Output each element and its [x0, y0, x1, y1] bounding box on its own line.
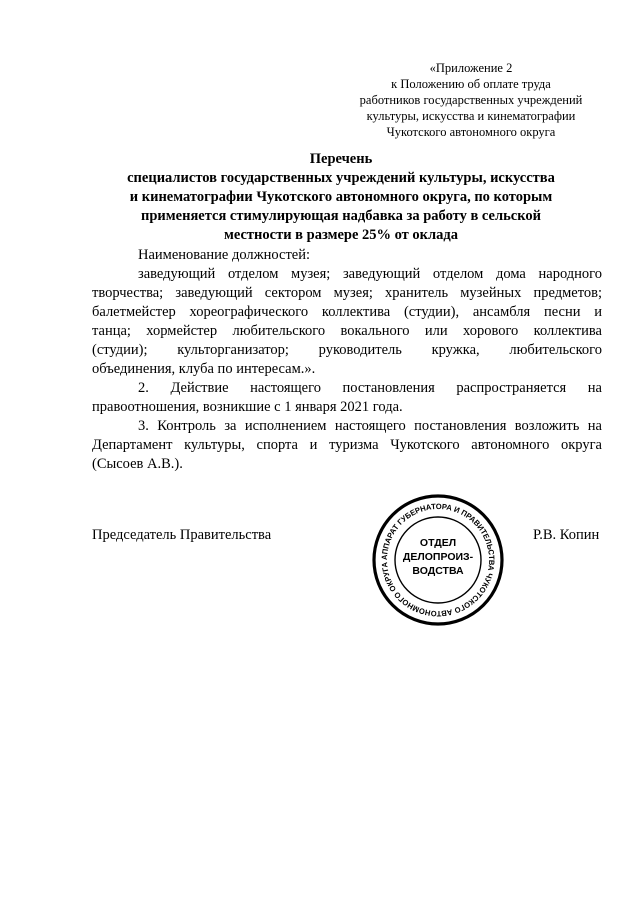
positions-heading: Наименование должностей: — [138, 247, 311, 263]
positions-list — [92, 265, 602, 379]
title-line: специалистов государственных учреждений культуры, искусства — [127, 170, 555, 186]
body-line: 2. Действие настоящего постановления распространяется на — [138, 380, 602, 396]
body-line: балетмейстер хореографического коллектива (студии), ансамбля песни и — [92, 304, 602, 320]
annex-line: «Приложение 2 — [429, 61, 513, 75]
title-line: Перечень — [309, 151, 373, 167]
annex-line: культуры, искусства и кинематографии — [366, 109, 576, 123]
body-line: танца; хормейстер любительского вокального или хорового коллектива — [92, 323, 602, 339]
signatory-position: Председатель Правительства — [92, 527, 272, 543]
body-line: объединения, клуба по интересам.». — [92, 361, 316, 377]
annex-line: Чукотского автономного округа — [386, 125, 556, 139]
title-line: местности в размере 25% от оклада — [223, 227, 459, 243]
title-line: и кинематографии Чукотского автономного округа, по которым — [129, 189, 553, 205]
paragraph-item-2 — [92, 379, 602, 417]
body-line: творчества; заведующий сектором музея; хранитель музейных предметов; — [92, 285, 602, 301]
stamp-center-line: ДЕЛОПРОИЗ- — [402, 551, 474, 563]
annex-reference — [340, 60, 602, 140]
body-line: (студии); культорганизатор; руководитель кружка, любительского — [92, 342, 602, 358]
paragraph-item-3 — [92, 417, 602, 474]
document-title — [80, 150, 602, 245]
office-stamp — [370, 492, 506, 628]
stamp-ring-text: АППАРАТ ГУБЕРНАТОРА И ПРАВИТЕЛЬСТВА ЧУКОТСКОГО АВТОНОМНОГО ОКРУГА — [379, 501, 497, 619]
body-line: правоотношения, возникшие с 1 января 2021 года. — [92, 399, 403, 415]
body-line: Департамент культуры, спорта и туризма Чукотского автономного округа — [92, 437, 602, 453]
title-line: применяется стимулирующая надбавка за работу в сельской — [141, 208, 541, 224]
stamp-center-line: ОТДЕЛ — [419, 537, 457, 549]
signatory-name: Р.В. Копин — [533, 527, 600, 543]
body-line: заведующий отделом музея; заведующий отделом дома народного — [138, 266, 602, 282]
body-line: 3. Контроль за исполнением настоящего постановления возложить на — [138, 418, 602, 434]
annex-line: к Положению об оплате труда — [391, 77, 551, 91]
body-line: (Сысоев А.В.). — [92, 456, 183, 472]
stamp-center-text — [400, 536, 476, 578]
stamp-center-line: ВОДСТВА — [412, 565, 464, 577]
annex-line: работников государственных учреждений — [359, 93, 583, 107]
document-body — [92, 246, 602, 474]
